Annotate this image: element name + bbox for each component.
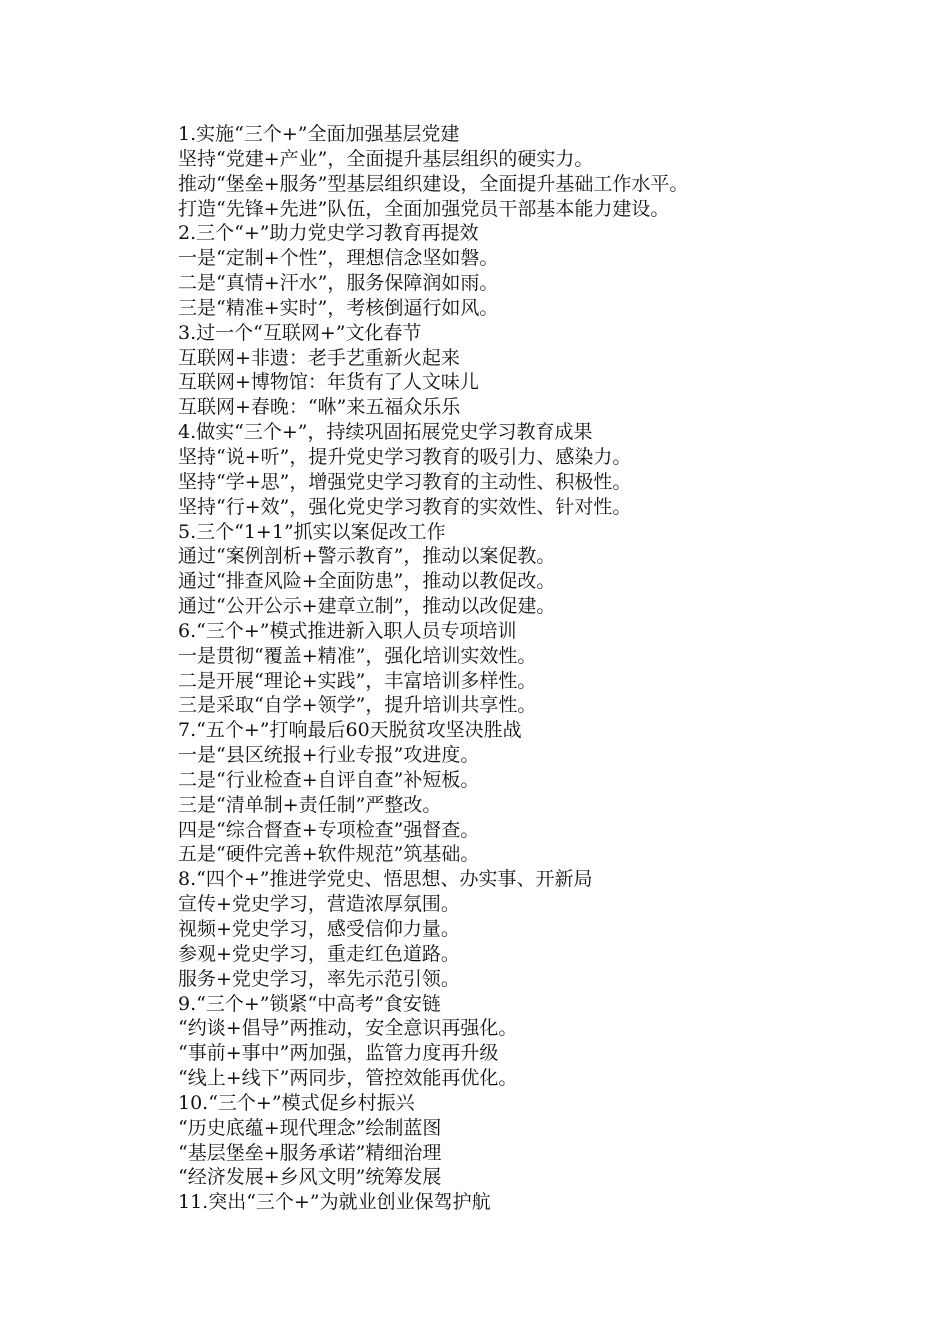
list-item: “线上+线下”两同步，管控效能再优化。: [178, 1067, 518, 1090]
document-body: [178, 122, 918, 1215]
list-item: 打造“先锋+先进”队伍，全面加强党员干部基本能力建设。: [178, 197, 670, 220]
list-item: 五是“硬件完善+软件规范”筑基础。: [178, 843, 480, 866]
list-item: 坚持“党建+产业”，全面提升基层组织的硬实力。: [178, 147, 594, 170]
list-item: 宣传+党史学习，营造浓厚氛围。: [178, 893, 460, 916]
list-item: 二是“真情+汗水”，服务保障润如雨。: [178, 272, 499, 295]
list-item: 互联网+博物馆：年货有了人文味儿: [178, 371, 479, 394]
list-item: 服务+党史学习，率先示范引领。: [178, 967, 460, 990]
section-heading: 9.“三个+”锁紧“中高考”食安链: [178, 992, 441, 1015]
section-heading: 10.“三个+”模式促乡村振兴: [178, 1091, 415, 1114]
list-item: 推动“堡垒+服务”型基层组织建设，全面提升基础工作水平。: [178, 172, 689, 195]
list-item: 三是“精准+实时”，考核倒逼行如风。: [178, 296, 499, 319]
list-item: 视频+党史学习，感受信仰力量。: [178, 918, 460, 940]
list-item: “基层堡垒+服务承诺”精细治理: [178, 1141, 442, 1164]
list-item: 一是“县区统报+行业专报”攻进度。: [178, 744, 480, 767]
section-heading: 6.“三个+”模式推进新入职人员专项培训: [178, 619, 517, 642]
list-item: 三是采取“自学+领学”，提升培训共享性。: [178, 694, 537, 717]
list-item: “历史底蕴+现代理念”绘制蓝图: [178, 1116, 442, 1139]
list-item: 通过“公开公示+建章立制”，推动以改促建。: [178, 595, 556, 618]
list-item: 坚持“说+听”，提升党史学习教育的吸引力、感染力。: [178, 445, 632, 468]
list-item: 一是贯彻“覆盖+精准”，强化培训实效性。: [178, 644, 537, 667]
list-item: 一是“定制+个性”，理想信念坚如磐。: [178, 247, 499, 270]
list-item: 二是开展“理论+实践”，丰富培训多样性。: [178, 669, 537, 692]
list-item: 三是“清单制+责任制”严整改。: [178, 793, 442, 816]
list-item: 互联网+非遗：老手艺重新火起来: [178, 346, 460, 369]
section-heading: 3.过一个“互联网+”文化春节: [178, 321, 422, 344]
section-heading: 7.“五个+”打响最后60天脱贫攻坚决胜战: [178, 719, 522, 742]
section-heading: 2.三个“+”助力党史学习教育再提效: [178, 222, 479, 245]
section-heading: 4.做实“三个+”，持续巩固拓展党史学习教育成果: [178, 421, 593, 444]
list-item: 坚持“学+思”，增强党史学习教育的主动性、积极性。: [178, 470, 632, 493]
list-item: 通过“案例剖析+警示教育”，推动以案促教。: [178, 545, 556, 568]
list-item: 互联网+春晚：“咻”来五福众乐乐: [178, 396, 461, 419]
section-heading: 5.三个“1+1”抓实以案促改工作: [178, 520, 446, 543]
section-heading: 1.实施“三个+”全面加强基层党建: [178, 123, 460, 145]
list-item: 坚持“行+效”，强化党史学习教育的实效性、针对性。: [178, 495, 632, 518]
list-item: “事前+事中”两加强，监管力度再升级: [178, 1042, 499, 1065]
list-item: “约谈+倡导”两推动，安全意识再强化。: [178, 1017, 518, 1040]
section-heading: 11.突出“三个+”为就业创业保驾护航: [178, 1191, 491, 1214]
list-item: 四是“综合督查+专项检查”强督查。: [178, 818, 480, 841]
list-item: 二是“行业检查+自评自查”补短板。: [178, 768, 480, 791]
list-item: 参观+党史学习，重走红色道路。: [178, 942, 460, 965]
list-item: “经济发展+乡风文明”统筹发展: [178, 1166, 442, 1189]
list-item: 通过“排查风险+全面防患”，推动以教促改。: [178, 570, 556, 593]
section-heading: 8.“四个+”推进学党史、悟思想、办实事、开新局: [178, 868, 593, 891]
